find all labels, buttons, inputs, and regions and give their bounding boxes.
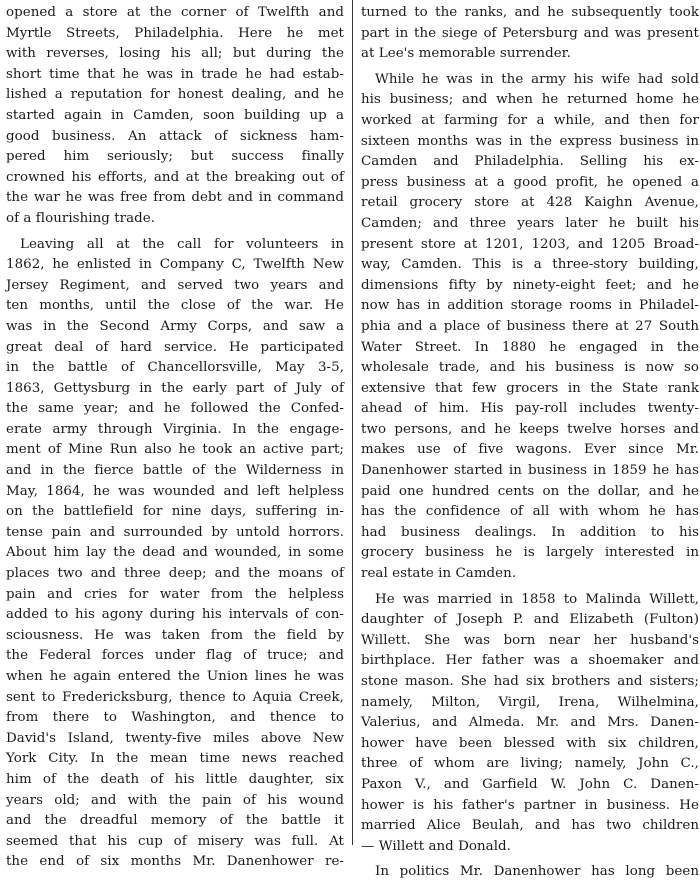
text-line: him of the death of his little daughter, six — [6, 771, 344, 787]
text-line: namely, Milton, Virgil, Irena, Wilhelmina, — [361, 694, 699, 710]
column-divider — [352, 0, 353, 845]
text-line: good business. An attack of sickness ham- — [6, 128, 344, 144]
paragraph — [6, 235, 344, 873]
text-line: Leaving all at the call for volunteers in — [20, 236, 344, 252]
text-line: makes use of five wagons. Ever since Mr. — [361, 442, 699, 458]
text-line: three of whom are living; namely, John C., — [361, 756, 699, 772]
text-line: Myrtle Streets, Philadelphia. Here he met — [6, 25, 344, 41]
paragraph — [6, 3, 344, 230]
text-line: hower is his father's partner in business. He — [361, 797, 699, 813]
text-line: the end of six months Mr. Danenhower re- — [6, 854, 344, 870]
text-line: He was married in 1858 to Malinda Willett, — [375, 591, 699, 607]
text-line: sent to Fredericksburg, thence to Aquia Creek, — [6, 689, 344, 705]
text-line: erate army through Virginia. In the engage- — [6, 421, 344, 437]
text-line: David's Island, twenty-five miles above New — [6, 730, 344, 746]
text-line: paid one hundred cents on the dollar, and he — [361, 483, 699, 499]
text-line: added to his agony during his intervals of con- — [6, 607, 344, 623]
text-line: his business; and when he returned home he — [361, 92, 699, 108]
text-line: daughter of Joseph P. and Elizabeth (Fulton) — [361, 612, 699, 628]
text-line: pered him seriously; but success finally — [6, 149, 344, 165]
text-line: ahead of him. His pay-roll includes twenty- — [361, 401, 699, 417]
text-line: grocery business he is largely interested in — [361, 545, 699, 561]
paragraph — [361, 70, 699, 585]
text-line: wholesale trade, and his business is now so — [361, 360, 699, 376]
text-line: when he again entered the Union lines he was — [6, 669, 344, 684]
text-line: real estate in Camden. — [361, 566, 517, 582]
left-text-column — [6, 3, 344, 873]
text-line: with reverses, losing his all; but during the — [6, 46, 344, 62]
text-line: seemed that his cup of misery was full. At — [6, 833, 344, 849]
text-line: worked at farming for a while, and then for — [361, 112, 699, 128]
text-line: has the confidence of all with whom he has — [361, 504, 699, 520]
text-line: from there to Washington, and thence to — [6, 710, 344, 726]
text-line: at Lee's memorable surrender. — [361, 46, 571, 62]
text-line: hower have been blessed with six children, — [361, 735, 699, 751]
paragraph — [361, 862, 699, 883]
text-line: the same year; and he followed the Confed- — [6, 401, 344, 417]
text-line: Willett. She was born near her husband's — [361, 632, 699, 648]
text-line: and the dreadful memory of the battle it — [6, 813, 344, 829]
text-line: — Willett and Donald. — [361, 838, 511, 854]
text-line: In politics Mr. Danenhower has long been — [375, 864, 699, 880]
text-line: crowned his efforts, and at the breaking out of — [6, 169, 344, 185]
text-line: in the battle of Chancellorsville, May 3-5, — [6, 360, 344, 376]
text-line: present store at 1201, 1203, and 1205 Broad- — [361, 236, 699, 252]
paragraph — [361, 590, 699, 858]
text-line: Water Street. In 1880 he engaged in the — [361, 339, 699, 355]
text-line: sixteen months was in the express business in — [361, 133, 699, 149]
text-line: started again in Camden, soon building up a — [6, 107, 344, 123]
text-line: About him lay the dead and wounded, in some — [6, 545, 344, 561]
paragraph — [361, 3, 699, 65]
text-line: places two and three deep; and the moans of — [6, 566, 344, 582]
text-line: way, Camden. This is a three-story building, — [361, 257, 699, 273]
text-line: now has in addition storage rooms in Philadel- — [361, 298, 699, 314]
text-line: ment of Mine Run also he took an active part; — [6, 442, 344, 458]
text-line: While he was in the army his wife had sold — [375, 71, 699, 87]
text-line: retail grocery store at 428 Kaighn Avenue, — [361, 195, 699, 211]
text-line: Valerius, and Almeda. Mr. and Mrs. Danen- — [361, 715, 699, 731]
text-line: the war he was free from debt and in command — [6, 190, 344, 206]
text-line: of a flourishing trade. — [6, 210, 156, 226]
text-line: was in the Second Army Corps, and saw a — [6, 318, 344, 334]
text-line: York City. In the mean time news reached — [6, 751, 344, 767]
text-line: on the battlefield for nine days, suffering in- — [6, 504, 344, 520]
text-line: birthplace. Her father was a shoemaker and — [361, 653, 699, 669]
text-line: lished a reputation for honest dealing, and he — [6, 87, 344, 103]
text-line: 1862, he enlisted in Company C, Twelfth New — [6, 257, 344, 273]
text-line: Jersey Regiment, and served two years and — [6, 277, 344, 293]
text-line: May, 1864, he was wounded and left helpless — [6, 483, 344, 499]
text-line: part in the siege of Petersburg and was present — [361, 25, 699, 41]
text-line: two persons, and he keeps twelve horses and — [361, 421, 699, 437]
text-line: extensive that few grocers in the State rank — [361, 380, 699, 396]
text-line: stone mason. She had six brothers and sisters; — [361, 674, 699, 689]
text-line: opened a store at the corner of Twelfth and — [6, 5, 344, 20]
text-line: 1863, Gettysburg in the early part of July of — [6, 380, 344, 396]
text-line: phia and a place of business there at 27 South — [361, 318, 699, 334]
text-line: had business dealings. In addition to his — [361, 524, 699, 540]
text-line: the Federal forces under flag of truce; and — [6, 648, 344, 664]
text-line: Camden and Philadelphia. Selling his ex- — [361, 154, 699, 170]
text-line: and in the fierce battle of the Wilderness in — [6, 463, 344, 479]
text-line: sciousness. He was taken from the field by — [6, 627, 344, 643]
right-text-column — [361, 3, 699, 883]
text-line: press business at a good profit, he opened a — [361, 174, 699, 190]
text-line: ten months, until the close of the war. He — [6, 298, 344, 314]
text-line: turned to the ranks, and he subsequently took — [361, 5, 699, 20]
text-line: Camden; and three years later he built his — [361, 215, 699, 231]
text-line: dimensions fifty by ninety-eight feet; and he — [361, 277, 699, 293]
text-line: pain and cries for water from the helpless — [6, 586, 344, 602]
text-line: years old; and with the pain of his wound — [6, 792, 344, 808]
text-line: Paxon V., and Garfield W. John C. Danen- — [361, 776, 699, 792]
text-line: Danenhower started in business in 1859 he has — [361, 463, 699, 479]
text-line: tense pain and surrounded by untold horrors. — [6, 524, 344, 540]
text-line: married Alice Beulah, and has two children — [361, 818, 699, 834]
text-line: short time that he was in trade he had estab- — [6, 66, 344, 82]
text-line: great deal of hard service. He participated — [6, 339, 344, 355]
